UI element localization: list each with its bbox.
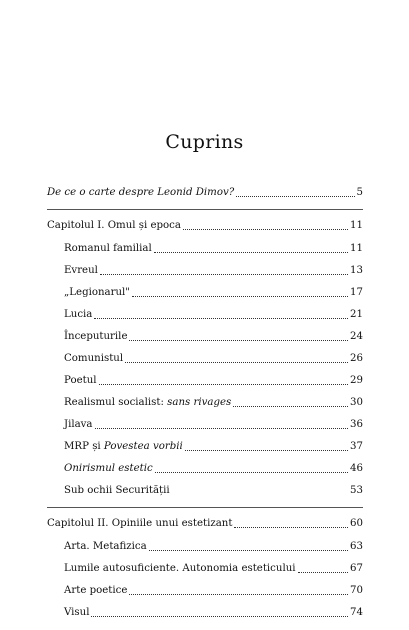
- toc-entry: [64, 286, 363, 299]
- toc-entry: [64, 584, 363, 597]
- toc-entry-label: MRP și Povestea vorbii: [64, 441, 183, 452]
- toc-entry-label: Romanul familial: [64, 243, 152, 254]
- leader-dots: [233, 406, 348, 407]
- leader-dots: [234, 527, 348, 528]
- section-divider: [47, 507, 363, 508]
- toc-chapter: [47, 219, 363, 232]
- toc-entry-label: Jilava: [64, 419, 93, 430]
- leader-dots: [129, 340, 348, 341]
- toc-entry-page: 53: [350, 485, 363, 496]
- toc-entry-label: Lucia: [64, 309, 93, 320]
- toc-entry: [64, 440, 363, 453]
- leader-dots: [185, 450, 348, 451]
- toc-entry-page: 24: [350, 331, 363, 342]
- toc-entry: [64, 396, 363, 409]
- toc-entry: [64, 352, 363, 365]
- leader-dots: [129, 594, 348, 595]
- toc-entry-page: 67: [350, 563, 363, 574]
- toc-entry-label: Arta. Metafizica: [64, 541, 147, 552]
- leader-dots: [91, 616, 348, 617]
- toc-entry-page: 74: [350, 607, 363, 618]
- toc-entry-page: 11: [350, 243, 363, 254]
- toc-entry-label: „Legionarul": [64, 287, 130, 298]
- toc-entry-label: Comunistul: [64, 353, 124, 364]
- leader-dots: [183, 229, 348, 230]
- toc-entry-label: Onirismul estetic: [64, 463, 153, 474]
- toc-entry-label: Poetul: [64, 375, 97, 386]
- toc-entry-label: De ce o carte despre Leonid Dimov?: [47, 187, 235, 198]
- leader-dots: [99, 384, 349, 385]
- toc-entry: [64, 418, 363, 431]
- toc-entry-page: 26: [350, 353, 363, 364]
- toc-entry-page: 13: [350, 265, 363, 276]
- leader-dots: [155, 472, 348, 473]
- toc-entry-label: Capitolul I. Omul și epoca: [47, 220, 181, 231]
- toc-entry-label: Sub ochii Securității: [64, 485, 170, 496]
- leader-dots: [94, 318, 348, 319]
- toc-chapter: [47, 517, 363, 530]
- section-divider: [47, 209, 363, 210]
- toc-entry: [47, 186, 363, 199]
- toc-entry-page: 70: [350, 585, 363, 596]
- toc-entry-page: 21: [350, 309, 363, 320]
- leader-dots: [298, 572, 349, 573]
- leader-dots: [154, 252, 348, 253]
- toc-entry-label: Capitolul II. Opiniile unui estetizant: [47, 518, 233, 529]
- toc-entry-page: 46: [350, 463, 363, 474]
- toc-entry-page: 60: [350, 518, 363, 529]
- leader-dots: [125, 362, 348, 363]
- toc-entry-label: Lumile autosuficiente. Autonomia esteticului: [64, 563, 296, 574]
- toc-entry-page: 30: [350, 397, 363, 408]
- leader-dots: [95, 428, 349, 429]
- leader-dots: [132, 296, 348, 297]
- toc-entry-label: Începuturile: [64, 331, 128, 342]
- toc-entry: [64, 606, 363, 619]
- toc-entry: [64, 242, 363, 255]
- toc-entry: [64, 462, 363, 475]
- leader-dots: [100, 274, 348, 275]
- toc-entry-page: 11: [350, 220, 363, 231]
- toc-entry-page: 5: [356, 187, 363, 198]
- toc-entry-page: 63: [350, 541, 363, 552]
- toc-entry: [64, 264, 363, 277]
- toc-entry-label: Arte poetice: [64, 585, 128, 596]
- toc-entry-page: 29: [350, 375, 363, 386]
- page-title: Cuprins: [165, 131, 244, 153]
- leader-dots: [236, 196, 354, 197]
- leader-dots: [149, 550, 348, 551]
- toc-entry-page: 17: [350, 287, 363, 298]
- toc-entry: [64, 484, 363, 497]
- toc-entry-label: Visul: [64, 607, 90, 618]
- toc-entry: [64, 540, 363, 553]
- toc-entry-page: 36: [350, 419, 363, 430]
- toc-entry-page: 37: [350, 441, 363, 452]
- toc-entry: [64, 374, 363, 387]
- toc-entry: [64, 308, 363, 321]
- toc-entry-label: Evreul: [64, 265, 98, 276]
- toc-entry: [64, 330, 363, 343]
- toc-entry-label: Realismul socialist: sans rivages: [64, 397, 232, 408]
- toc-entry: [64, 562, 363, 575]
